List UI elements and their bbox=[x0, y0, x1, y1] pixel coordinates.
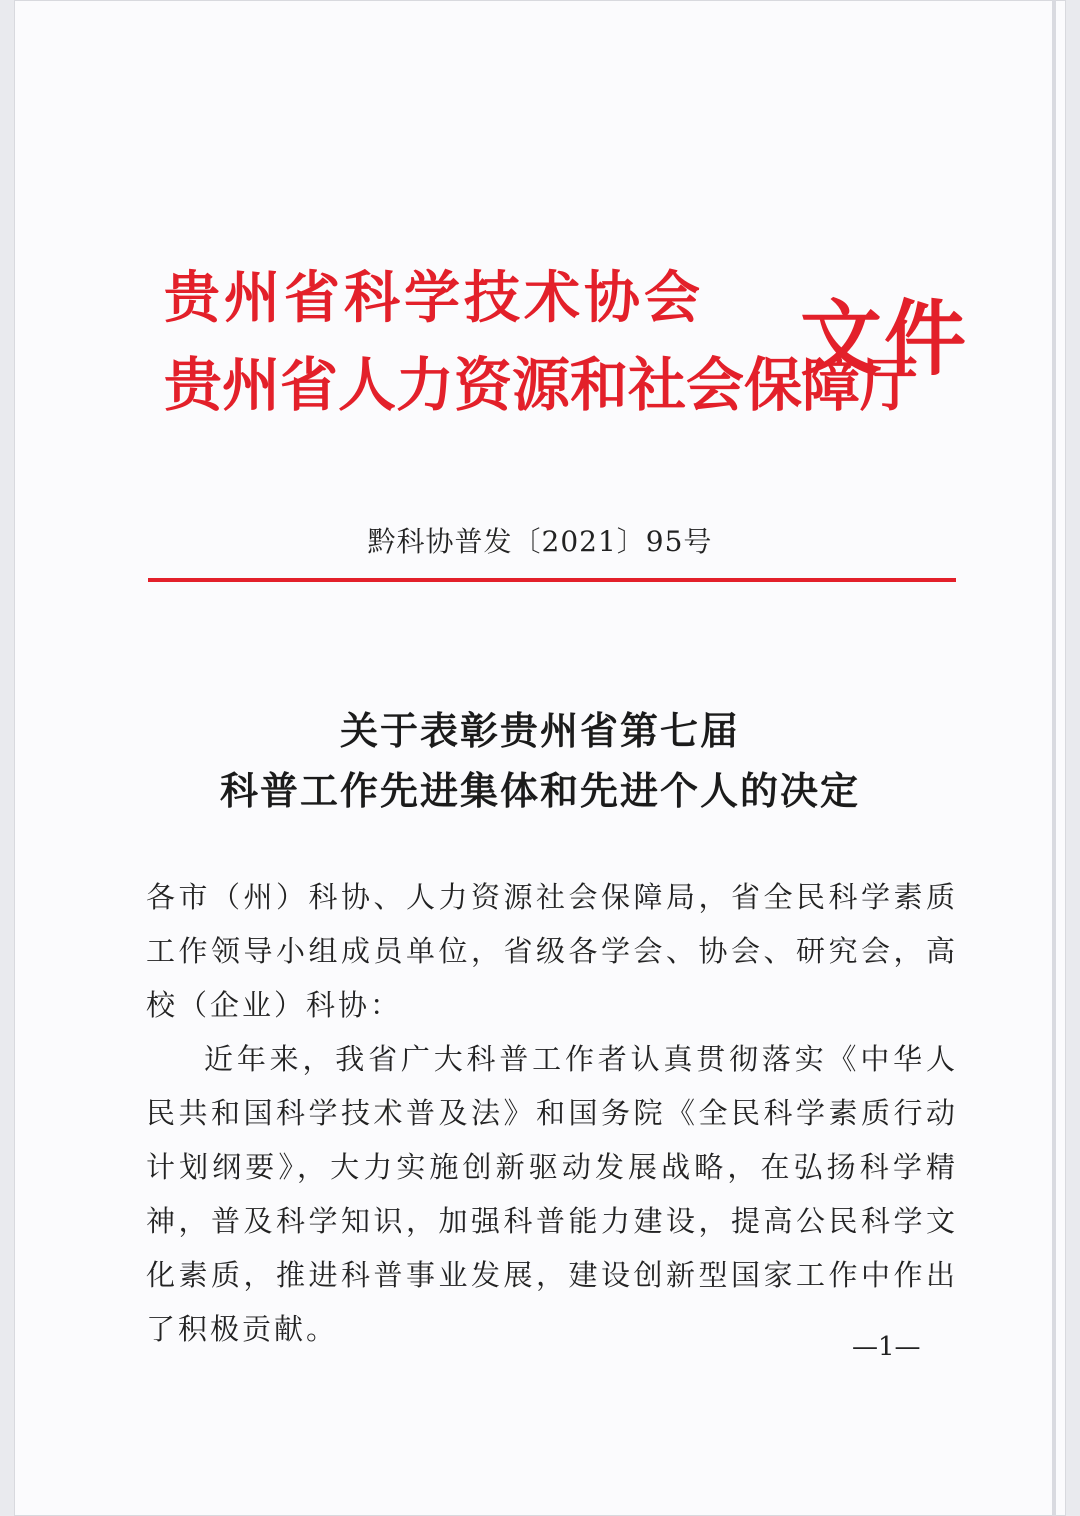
body-paragraph-1: 近年来，我省广大科普工作者认真贯彻落实《中华人民共和国科学技术普及法》和国务院《全民科学素质行动计划纲要》，大力实施创新驱动发展战略，在弘扬科学精神，普及科学知识，加强科普能力建设，提高公民科学文化素质，推进科普事业发展，建设创新型国家工作中作出了积极贡献。 bbox=[146, 1042, 958, 1346]
document-title-line-1: 关于表彰贵州省第七届 bbox=[339, 708, 740, 753]
document-header bbox=[150, 252, 969, 432]
document-title-line-2: 科普工作先进集体和先进个人的决定 bbox=[219, 768, 860, 813]
issuing-org-1: 贵州省科学技术协会 bbox=[164, 265, 704, 331]
document-number: 黔科协普发〔2021〕95号 bbox=[367, 525, 713, 558]
page-number: —1— bbox=[852, 1332, 921, 1362]
document-body bbox=[146, 870, 958, 1356]
salutation: 各市（州）科协、人力资源社会保障局，省全民科学素质工作领导小组成员单位，省级各学会、协会、研究会，高校（企业）科协： bbox=[146, 880, 958, 1022]
document-word: 文件 bbox=[800, 291, 969, 387]
red-divider-line bbox=[148, 578, 956, 582]
scan-edge bbox=[1052, 0, 1056, 1516]
issuing-org-2: 贵州省人力资源和社会保障厅 bbox=[164, 351, 919, 419]
